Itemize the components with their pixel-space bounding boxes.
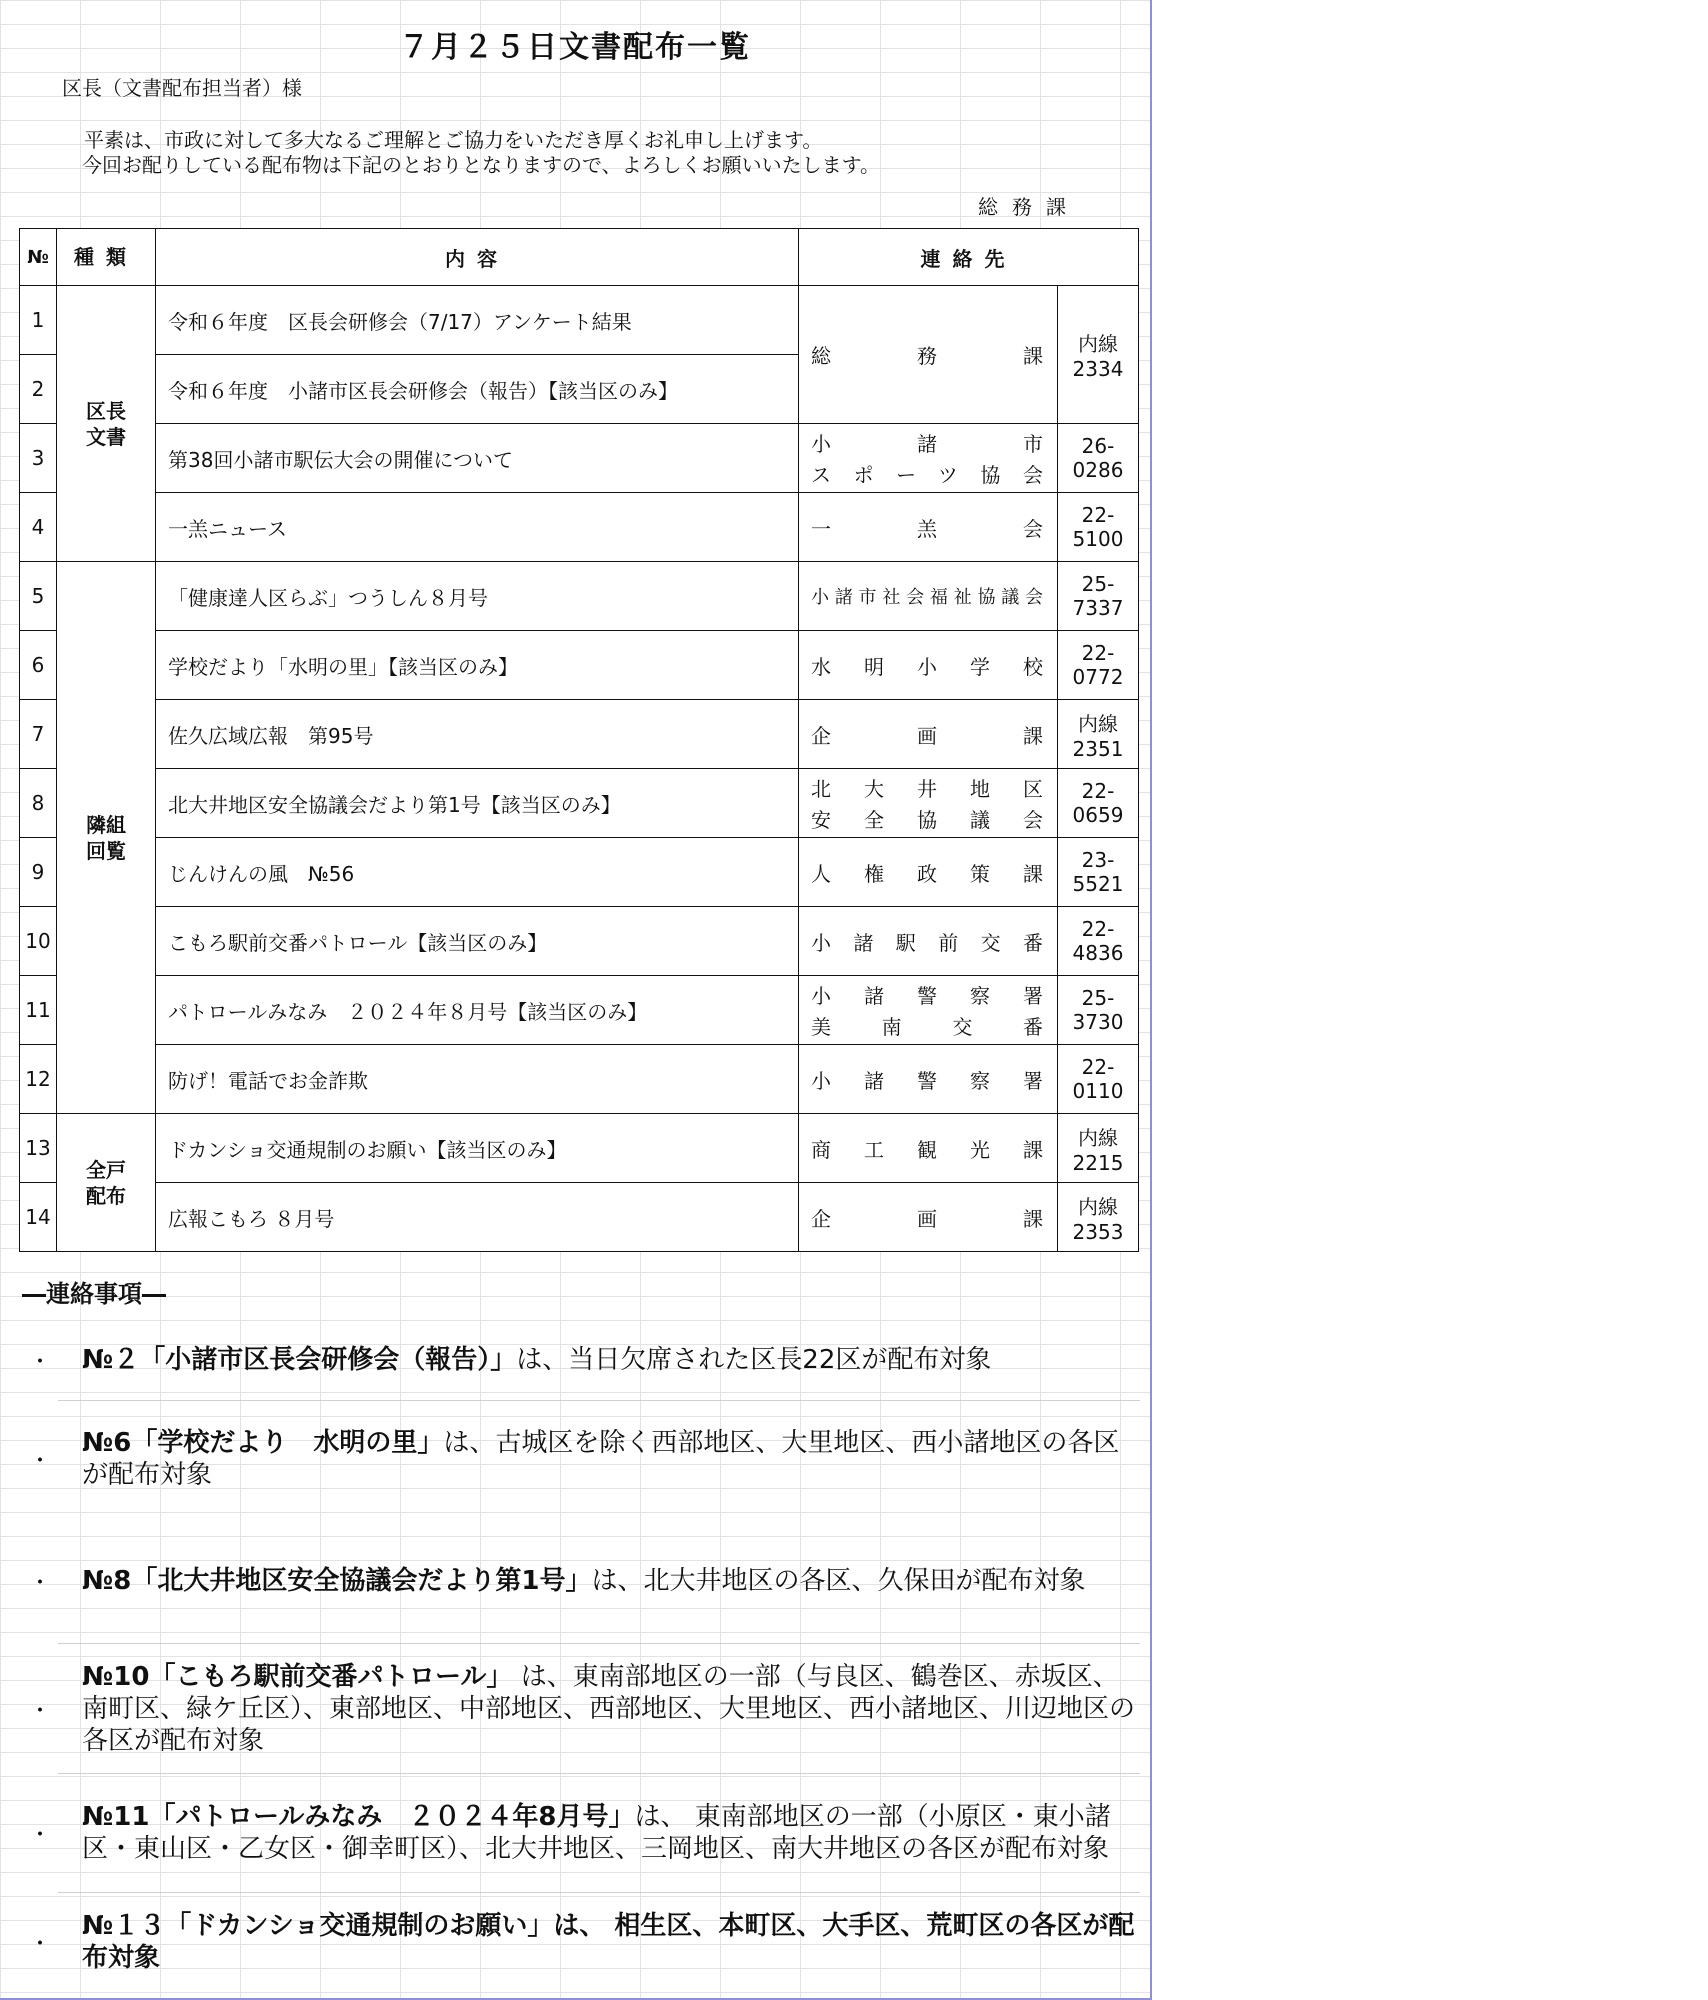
note-text bbox=[60, 1565, 1140, 1597]
note-body: は、北大井地区の各区、久保田が配布対象 bbox=[591, 1566, 1086, 1596]
row-no: 14 bbox=[20, 1183, 57, 1252]
contact-line-2: 安全協議会 bbox=[811, 808, 1043, 832]
table-row bbox=[20, 907, 1139, 976]
note-text bbox=[60, 1344, 1140, 1376]
row-no: 6 bbox=[20, 631, 57, 700]
row-tel: 内線2351 bbox=[1058, 700, 1139, 769]
row-tel: 22-4836 bbox=[1058, 907, 1139, 976]
table-row bbox=[20, 493, 1139, 562]
department-signature: 総務課 bbox=[978, 195, 1080, 219]
row-no: 2 bbox=[20, 355, 57, 424]
row-no: 13 bbox=[20, 1114, 57, 1183]
table-row bbox=[20, 1183, 1139, 1252]
note-subject: №6「学校だより 水明の里」 bbox=[82, 1428, 444, 1458]
note-bullet: ・ bbox=[28, 1698, 51, 1724]
row-content: 一羔ニュース bbox=[156, 493, 799, 562]
row-content: 佐久広域広報 第95号 bbox=[156, 700, 799, 769]
note-body: は、古城区を除く西部地区、大里地区、西小諸地区の各区が配布対象 bbox=[82, 1428, 1120, 1490]
row-tel: 内線2215 bbox=[1058, 1114, 1139, 1183]
header-content: 内容 bbox=[156, 229, 799, 286]
row-tel: 内線2334 bbox=[1058, 286, 1139, 424]
row-tel: 25-3730 bbox=[1058, 976, 1139, 1045]
note-divider bbox=[58, 1400, 1140, 1401]
note-body: は、当日欠席された区長22区が配布対象 bbox=[516, 1345, 992, 1375]
table-row bbox=[20, 1114, 1139, 1183]
notes-heading: ―連絡事項― bbox=[22, 1280, 166, 1308]
note-divider bbox=[58, 1643, 1140, 1644]
row-tel: 22-5100 bbox=[1058, 493, 1139, 562]
row-tel: 内線2353 bbox=[1058, 1183, 1139, 1252]
note-subject: №10「こもろ駅前交番パトロール」 bbox=[82, 1662, 513, 1692]
note-text bbox=[60, 1801, 1140, 1865]
row-tel: 25-7337 bbox=[1058, 562, 1139, 631]
note-text bbox=[60, 1427, 1140, 1491]
row-content: 防げ！電話でお金詐欺 bbox=[156, 1045, 799, 1114]
row-contact: 一羔会 bbox=[799, 493, 1058, 562]
table-row bbox=[20, 838, 1139, 907]
table-row bbox=[20, 1045, 1139, 1114]
row-no: 9 bbox=[20, 838, 57, 907]
greeting-line-2: 今回お配りしている配布物は下記のとおりとなりますので、よろしくお願いいたします。 bbox=[82, 153, 880, 177]
note-subject: №１３「ドカンショ交通規制のお願い」は、 相生区、本町区、大手区、荒町区の各区が配布対象 bbox=[82, 1911, 1135, 1973]
row-content: 学校だより「水明の里」【該当区のみ】 bbox=[156, 631, 799, 700]
greeting-line-1: 平素は、市政に対して多大なるご理解とご協力をいただき厚くお礼申し上げます。 bbox=[84, 128, 823, 152]
row-no: 11 bbox=[20, 976, 57, 1045]
table-header-row bbox=[20, 229, 1139, 286]
note-item bbox=[20, 1518, 1140, 1644]
kind-chocho: 区長 文書 bbox=[57, 286, 156, 562]
note-text bbox=[60, 1661, 1140, 1757]
header-contact: 連絡先 bbox=[799, 229, 1139, 286]
note-item bbox=[20, 1646, 1140, 1772]
row-content: パトロールみなみ ２０２４年８月号【該当区のみ】 bbox=[156, 976, 799, 1045]
table-row bbox=[20, 286, 1139, 355]
row-contact: 企画課 bbox=[799, 700, 1058, 769]
row-no: 8 bbox=[20, 769, 57, 838]
row-content: こもろ駅前交番パトロール【該当区のみ】 bbox=[156, 907, 799, 976]
table-row bbox=[20, 769, 1139, 838]
row-content: じんけんの風 №56 bbox=[156, 838, 799, 907]
row-contact: 総務課 bbox=[799, 286, 1058, 424]
row-no: 3 bbox=[20, 424, 57, 493]
note-bullet: ・ bbox=[28, 1448, 51, 1474]
table-row bbox=[20, 631, 1139, 700]
note-text bbox=[60, 1910, 1140, 1974]
contact-line-1: 小諸市 bbox=[811, 432, 1043, 456]
row-tel: 22-0110 bbox=[1058, 1045, 1139, 1114]
row-contact: 小諸市社会福祉協議会 bbox=[799, 562, 1058, 631]
note-divider bbox=[58, 1892, 1140, 1893]
note-bullet: ・ bbox=[28, 1822, 51, 1848]
note-item bbox=[20, 1322, 1140, 1398]
note-bullet: ・ bbox=[28, 1931, 51, 1957]
row-contact bbox=[799, 769, 1058, 838]
row-content: 令和６年度 小諸市区長会研修会（報告）【該当区のみ】 bbox=[156, 355, 799, 424]
table-row bbox=[20, 424, 1139, 493]
contact-line-1: 小諸警察署 bbox=[811, 984, 1043, 1008]
row-contact: 人権政策課 bbox=[799, 838, 1058, 907]
row-content: 「健康達人区らぶ」つうしん８月号 bbox=[156, 562, 799, 631]
row-no: 10 bbox=[20, 907, 57, 976]
note-subject: №11「パトロールみなみ ２０２４年8月号」 bbox=[82, 1802, 635, 1832]
addressee: 区長（文書配布担当者）様 bbox=[62, 76, 302, 100]
greeting bbox=[84, 128, 880, 178]
note-body: は、東南部地区の一部（与良区、鶴巻区、赤坂区、南町区、緑ケ丘区）、東部地区、中部地区、西部地区、大里地区、西小諸地区、川辺地区の各区が配布対象 bbox=[82, 1662, 1136, 1756]
row-tel: 26-0286 bbox=[1058, 424, 1139, 493]
row-no: 7 bbox=[20, 700, 57, 769]
row-no: 12 bbox=[20, 1045, 57, 1114]
row-content: 令和６年度 区長会研修会（7/17）アンケート結果 bbox=[156, 286, 799, 355]
note-body: は、 東南部地区の一部（小原区・東小諸区・東山区・乙女区・御幸町区）、北大井地区、三岡地区、南大井地区の各区が配布対象 bbox=[82, 1802, 1111, 1864]
kind-zenko: 全戸 配布 bbox=[57, 1114, 156, 1252]
row-no: 4 bbox=[20, 493, 57, 562]
header-no: № bbox=[20, 229, 57, 286]
row-content: 北大井地区安全協議会だより第1号【該当区のみ】 bbox=[156, 769, 799, 838]
contact-line-1: 北大井地区 bbox=[811, 777, 1043, 801]
note-bullet: ・ bbox=[28, 1349, 51, 1375]
distribution-table bbox=[19, 228, 1139, 1252]
row-contact: 小諸警察署 bbox=[799, 1045, 1058, 1114]
row-tel: 22-0659 bbox=[1058, 769, 1139, 838]
table-row bbox=[20, 700, 1139, 769]
note-divider bbox=[58, 1773, 1140, 1774]
row-contact bbox=[799, 976, 1058, 1045]
row-contact bbox=[799, 424, 1058, 493]
page-title: ７月２５日文書配布一覧 bbox=[399, 30, 751, 65]
row-contact: 小諸駅前交番 bbox=[799, 907, 1058, 976]
note-bullet: ・ bbox=[28, 1570, 51, 1596]
contact-line-2: スポーツ協会 bbox=[811, 463, 1043, 487]
row-contact: 水明小学校 bbox=[799, 631, 1058, 700]
note-subject: №２「小諸市区長会研修会（報告）」 bbox=[82, 1345, 517, 1375]
note-subject: №8「北大井地区安全協議会だより第1号」 bbox=[82, 1566, 592, 1596]
note-item bbox=[20, 1404, 1140, 1514]
contact-line-2: 美南交番 bbox=[811, 1015, 1043, 1039]
row-tel: 23-5521 bbox=[1058, 838, 1139, 907]
row-content: ドカンショ交通規制のお願い【該当区のみ】 bbox=[156, 1114, 799, 1183]
row-no: 1 bbox=[20, 286, 57, 355]
row-no: 5 bbox=[20, 562, 57, 631]
note-item bbox=[20, 1776, 1140, 1890]
row-content: 広報こもろ ８月号 bbox=[156, 1183, 799, 1252]
table-row bbox=[20, 562, 1139, 631]
table-row bbox=[20, 976, 1139, 1045]
row-contact: 企画課 bbox=[799, 1183, 1058, 1252]
note-item bbox=[20, 1896, 1140, 1988]
kind-rinpan: 隣組 回覧 bbox=[57, 562, 156, 1114]
row-tel: 22-0772 bbox=[1058, 631, 1139, 700]
row-content: 第38回小諸市駅伝大会の開催について bbox=[156, 424, 799, 493]
row-contact: 商工観光課 bbox=[799, 1114, 1058, 1183]
header-kind: 種類 bbox=[57, 229, 156, 286]
